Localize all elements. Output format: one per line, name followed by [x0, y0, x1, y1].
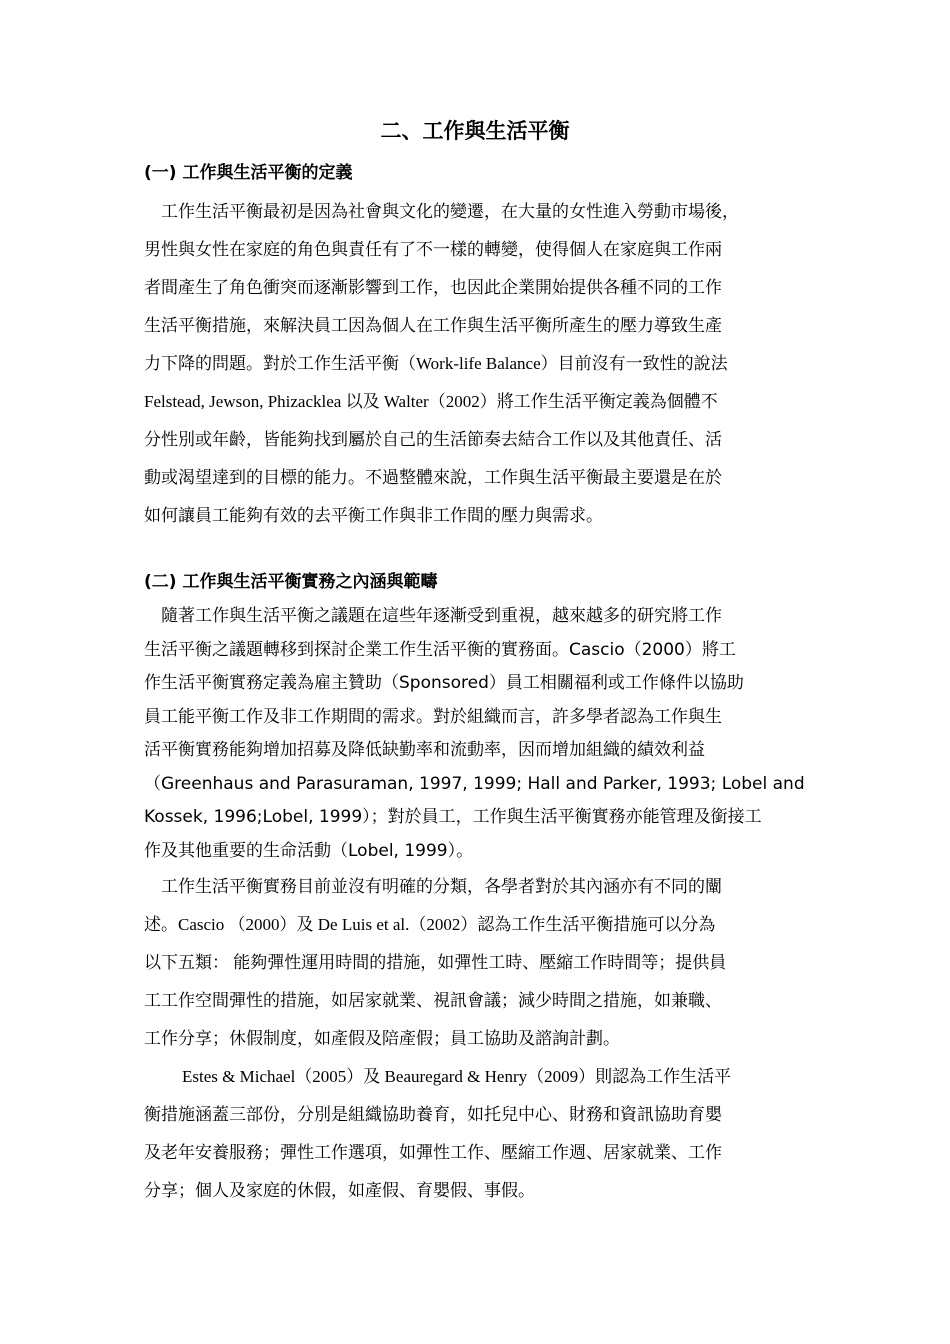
paragraph-line: 如何讓員工能夠有效的去平衡工作與非工作間的壓力與需求。 — [144, 506, 603, 525]
paragraph-line: 生活平衡措施，來解決員工因為個人在工作與生活平衡所產生的壓力導致生產 — [144, 316, 722, 335]
paragraph-line: 述。Cascio （2000）及 De Luis et al.（2002）認為工作生活平衡措施可以分為 — [144, 915, 716, 934]
paragraph-line: 工作分享；休假制度，如產假及陪產假；員工協助及諮詢計劃。 — [144, 1029, 620, 1048]
section-1-heading: (一) 工作與生活平衡的定義 — [144, 163, 353, 183]
paragraph-line: 作及其他重要的生命活動（Lobel, 1999）。 — [144, 840, 474, 861]
paragraph-line: 作生活平衡實務定義為雇主贊助（Sponsored）員工相關福利或工作條件以協助 — [144, 673, 744, 693]
paragraph-line: 動或渴望達到的目標的能力。不過整體來說，工作與生活平衡最主要還是在於 — [144, 468, 722, 487]
paragraph-line: Felstead, Jewson, Phizacklea 以及 Walter（2002）將工作生活平衡定義為個體不 — [144, 392, 718, 411]
section-2-marker: (二) — [144, 572, 177, 592]
paragraph-line: 男性與女性在家庭的角色與責任有了不一樣的轉變，使得個人在家庭與工作兩 — [144, 240, 722, 259]
paragraph-line: 者間產生了角色衝突而逐漸影響到工作，也因此企業開始提供各種不同的工作 — [144, 278, 722, 297]
paragraph-line: 員工能平衡工作及非工作期間的需求。對於組織而言，許多學者認為工作與生 — [144, 706, 722, 727]
section-2-paragraph-3 — [144, 1058, 824, 1210]
paragraph-line: 工作生活平衡最初是因為社會與文化的變遷，在大量的女性進入勞動市場後， — [161, 202, 739, 221]
paragraph-line: 力下降的問題。對於工作生活平衡（Work-life Balance）目前沒有一致性的說法 — [144, 354, 728, 373]
paragraph-line: 分性別或年齡，皆能夠找到屬於自己的生活節奏去結合工作以及其他責任、活 — [144, 430, 722, 449]
paragraph-line: 分享；個人及家庭的休假，如產假、育嬰假、事假。 — [144, 1181, 535, 1200]
paragraph-line: 生活平衡之議題轉移到探討企業工作生活平衡的實務面。Cascio（2000）將工 — [144, 639, 736, 660]
paragraph-line: Estes & Michael（2005）及 Beauregard & Henry（2009）則認為工作生活平 — [182, 1067, 732, 1086]
paragraph-line: 隨著工作與生活平衡之議題在這些年逐漸受到重視，越來越多的研究將工作 — [161, 606, 722, 626]
paragraph-line: 衡措施涵蓋三部份，分別是組織協助養育，如托兒中心、財務和資訊協助育嬰 — [144, 1105, 722, 1124]
paragraph-line: 以下五類： 能夠彈性運用時間的措施，如彈性工時、壓縮工作時間等；提供員 — [144, 953, 727, 972]
section-2-paragraph-2 — [144, 868, 824, 1058]
paragraph-line: Kossek, 1996;Lobel, 1999）；對於員工，工作與生活平衡實務亦能管理及銜接工 — [144, 807, 762, 827]
paragraph-line: 工作生活平衡實務目前並沒有明確的分類，各學者對於其內涵亦有不同的闡 — [161, 877, 722, 896]
paragraph-line: （Greenhaus and Parasuraman, 1997, 1999; Hall and Parker, 1993; Lobel and — [144, 773, 805, 794]
paragraph-line: 活平衡實務能夠增加招募及降低缺勤率和流動率，因而增加組織的績效利益 — [144, 740, 705, 760]
section-1-paragraph — [144, 193, 824, 535]
section-2-heading-text: 工作與生活平衡實務之內涵與範疇 — [182, 572, 438, 592]
paragraph-line: 工工作空間彈性的措施，如居家就業、視訊會議；減少時間之措施，如兼職、 — [144, 991, 722, 1010]
section-2-heading — [144, 569, 437, 595]
paragraph-line: 及老年安養服務；彈性工作選項，如彈性工作、壓縮工作週、居家就業、工作 — [144, 1143, 722, 1162]
page-title: 二、工作與生活平衡 — [380, 119, 570, 143]
section-2-paragraph-1 — [144, 600, 824, 868]
